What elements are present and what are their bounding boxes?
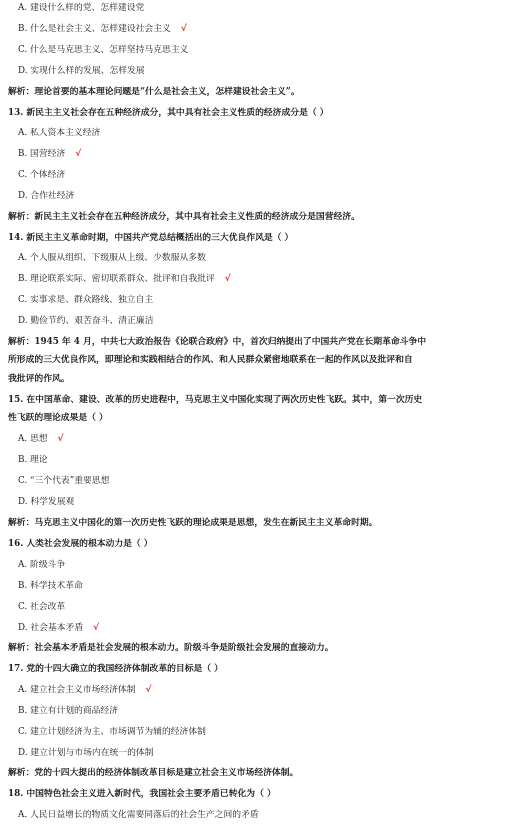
line-text: C. “三个代表”重要思想 [18, 476, 110, 486]
correct-check-icon: √ [180, 24, 187, 34]
line-text: C. 社会改革 [18, 602, 66, 612]
line-text: B. 国营经济 [18, 149, 66, 159]
line-text: D. 社会基本矛盾 [18, 623, 84, 633]
line-text: 解析：党的十四大提出的经济体制改革目标是建立社会主义市场经济体制。 [8, 768, 299, 778]
line-text: A. 私人资本主义经济 [18, 128, 101, 138]
analysis-text [0, 374, 507, 385]
line-text: 解析：社会基本矛盾是社会发展的根本动力。阶级斗争是阶级社会发展的直接动力。 [8, 643, 334, 653]
analysis-text [0, 518, 507, 529]
question-text [0, 233, 507, 244]
line-text: 18. 中国特色社会主义进入新时代，我国社会主要矛盾已转化为（ ） [8, 789, 276, 799]
answer-option [0, 45, 507, 56]
line-text: 17. 党的十四大确立的我国经济体制改革的目标是（ ） [8, 664, 223, 674]
question-text [0, 395, 507, 406]
analysis-text [0, 643, 507, 654]
answer-option [0, 497, 507, 508]
question-text [0, 108, 507, 119]
line-text: B. 科学技术革命 [18, 581, 83, 591]
line-text: 解析：1945 年 4 月，中共七大政治报告《论联合政府》中，首次归纳提出了中国共产党在长期革命斗争中 [8, 337, 427, 347]
answer-option [0, 149, 507, 160]
correct-check-icon: √ [224, 274, 231, 284]
line-text: A. 建立社会主义市场经济体制 [18, 685, 136, 695]
answer-option [0, 623, 507, 634]
line-text: B. 什么是社会主义、怎样建设社会主义 [18, 24, 171, 34]
answer-option [0, 455, 507, 466]
answer-option [0, 170, 507, 181]
line-text: C. 什么是马克思主义、怎样坚持马克思主义 [18, 45, 189, 55]
answer-option [0, 581, 507, 592]
line-text: D. 勤俭节约、艰苦奋斗、清正廉洁 [18, 316, 154, 326]
question-text [0, 664, 507, 675]
answer-option [0, 434, 507, 445]
answer-option [0, 191, 507, 202]
line-text: D. 合作社经济 [18, 191, 75, 201]
analysis-text [0, 212, 507, 223]
line-text: 15. 在中国革命、建设、改革的历史进程中，马克思主义中国化实现了两次历史性飞跃。其中，第一次历史 [8, 395, 423, 405]
line-text: A. 思想 [18, 434, 48, 444]
question-text [0, 539, 507, 550]
line-text: 解析：新民主主义社会存在五种经济成分，其中具有社会主义性质的经济成分是国营经济。 [8, 212, 360, 222]
question-text [0, 413, 507, 424]
line-text: A. 阶级斗争 [18, 560, 66, 570]
answer-option [0, 3, 507, 14]
answer-option [0, 560, 507, 571]
analysis-text [0, 337, 507, 348]
line-text: C. 实事求是、群众路线、独立自主 [18, 295, 154, 305]
answer-option [0, 253, 507, 264]
answer-option [0, 602, 507, 613]
answer-option [0, 66, 507, 77]
question-text [0, 789, 507, 800]
answer-option [0, 685, 507, 696]
line-text: B. 理论联系实际、密切联系群众、批评和自我批评 [18, 274, 215, 284]
line-text: D. 科学发展观 [18, 497, 75, 507]
line-text: B. 理论 [18, 455, 48, 465]
line-text: 14. 新民主主义革命时期，中国共产党总结概括出的三大优良作风是（ ） [8, 233, 294, 243]
answer-option [0, 476, 507, 487]
line-text: B. 建立有计划的商品经济 [18, 706, 119, 716]
correct-check-icon: √ [57, 434, 64, 444]
line-text: D. 实现什么样的发展、怎样发展 [18, 66, 145, 76]
analysis-text [0, 355, 507, 366]
line-text: C. 建立计划经济为主、市场调节为辅的经济体制 [18, 727, 206, 737]
answer-option [0, 295, 507, 306]
analysis-text [0, 768, 507, 779]
answer-option [0, 706, 507, 717]
answer-option [0, 727, 507, 738]
analysis-text [0, 87, 507, 98]
correct-check-icon: √ [145, 685, 152, 695]
line-text: 性飞跃的理论成果是（ ） [8, 413, 108, 423]
answer-option [0, 316, 507, 327]
line-text: A. 个人服从组织、下级服从上级、少数服从多数 [18, 253, 206, 263]
line-text: 所形成的三大优良作风，即理论和实践相结合的作风、和人民群众紧密地联系在一起的作风以及批评和自 [8, 355, 413, 365]
answer-option [0, 810, 507, 821]
answer-option [0, 24, 507, 35]
answer-option [0, 274, 507, 285]
answer-option [0, 748, 507, 759]
line-text: A. 建设什么样的党、怎样建设党 [18, 3, 145, 13]
line-text: 13. 新民主主义社会存在五种经济成分，其中具有社会主义性质的经济成分是（ ） [8, 108, 329, 118]
line-text: 我批评的作风。 [8, 374, 70, 384]
line-text: A. 人民日益增长的物质文化需要同落后的社会生产之间的矛盾 [18, 810, 259, 820]
line-text: 解析：马克思主义中国化的第一次历史性飞跃的理论成果是思想，发生在新民主主义革命时期。 [8, 518, 378, 528]
correct-check-icon: √ [93, 623, 100, 633]
line-text: D. 建立计划与市场内在统一的体制 [18, 748, 154, 758]
line-text: C. 个体经济 [18, 170, 66, 180]
line-text: 16. 人类社会发展的根本动力是（ ） [8, 539, 153, 549]
answer-option [0, 128, 507, 139]
line-text: 解析：理论首要的基本理论问题是“什么是社会主义，怎样建设社会主义”。 [8, 87, 300, 97]
correct-check-icon: √ [75, 149, 82, 159]
